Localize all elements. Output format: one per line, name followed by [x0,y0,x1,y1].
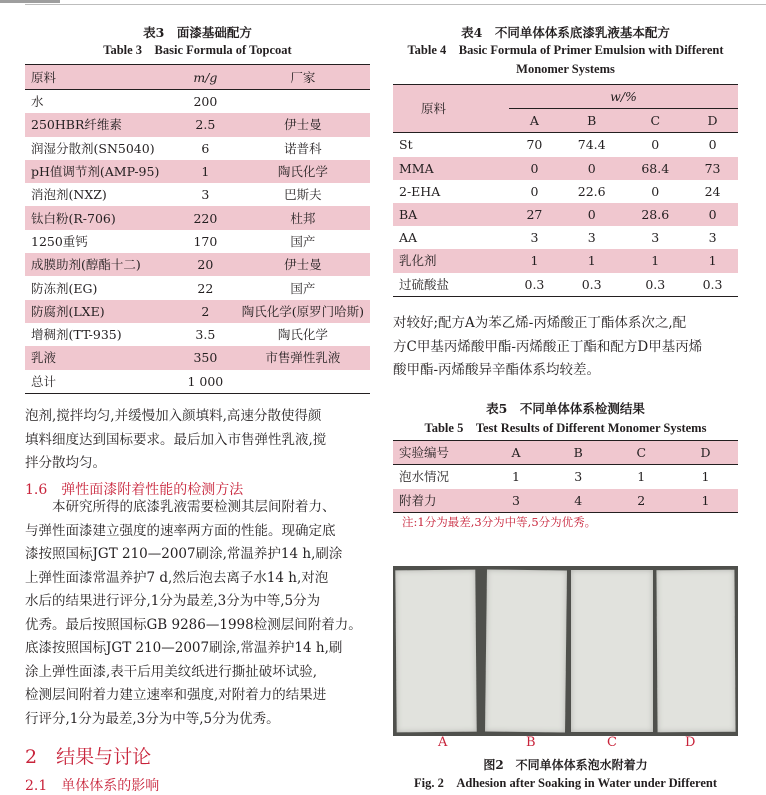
table4-cell: 1 [651,253,660,269]
table5-header-row [393,441,738,465]
table3-row [25,346,370,369]
table4-header-material: 原料 [421,101,447,117]
table3-cell: 水 [31,94,44,110]
table3-cell: 陶氏化学(原罗门哈斯) [241,303,364,319]
figure2-photo [393,566,738,736]
table3-row [25,137,370,160]
table3-cell: 1250重钙 [31,233,88,249]
table4-cell: MMA [399,160,434,176]
table4-caption-en-line2: Monomer Systems [516,62,615,76]
table4-cell: 24 [704,183,721,199]
table4-cell: 0.3 [645,276,666,292]
text-line: 上弹性面漆常温养护7 d,然后泡去离子水14 h,对泡 [25,569,329,586]
table4-cell: 22.6 [577,183,606,199]
table4-cell: St [399,137,413,153]
table3-cell: 3.5 [195,327,216,343]
figure2-caption-en: Fig. 2 Adhesion after Soaking in Water under Different [413,776,718,790]
table5-caption-en: Table 5 Test Results of Different Monomer Systems [424,421,707,435]
table5-row [393,465,738,489]
table4-row [393,273,738,297]
table3-cell: 总计 [31,373,57,389]
text-line: 方C甲基丙烯酸甲酯-丙烯酸正丁酯和配方D甲基丙烯 [393,338,703,355]
table3-cell: 市售弹性乳液 [265,350,341,366]
table4-cell: 0 [651,183,660,199]
section-heading-1-6: 1.6 弹性面漆附着性能的检测方法 [25,482,244,498]
table5-cell: 4 [574,492,583,508]
table4-row [393,203,738,226]
table3-row [25,323,370,346]
table3-cell: 杜邦 [290,210,316,226]
table3-cell: 22 [197,280,214,296]
table3-cell: 陶氏化学 [277,164,328,180]
table3-cell: 6 [201,140,210,156]
table3-cell: 防冻剂(EG) [31,280,98,296]
table4-cell: 乳化剂 [399,253,437,269]
table4-cell: 0 [530,160,539,176]
table3-cell: 巴斯夫 [284,187,322,203]
table4-cell: 2-EHA [399,183,441,199]
table5-cell: 2 [637,492,646,508]
table5-header-cell: A [511,445,521,461]
text-line: 行评分,1分为最差,3分为中等,5分为优秀。 [25,710,280,727]
table3-cell: pH值调节剂(AMP-95) [31,164,160,180]
table4-cell: 73 [704,160,721,176]
table5-header-cell: 实验编号 [399,445,450,461]
table4-column-header: A [529,113,539,129]
table3-cell: 200 [193,94,218,110]
sample-panel-b [485,570,567,733]
table4-cell: 3 [587,230,596,246]
table3-cell: 诺普科 [284,140,322,156]
table4-row [393,157,738,180]
table3-cell: 350 [193,350,218,366]
text-line: 检测层间附着力建立速率和强度,对附着力的结果进 [25,687,327,703]
table4-row [393,249,738,272]
page-header-rule [25,4,766,5]
table5-cell: 泡水情况 [399,469,450,485]
table3-header-cell: m/g [193,69,218,85]
table5-cell: 附着力 [399,492,437,508]
left-paragraph-main [25,496,375,731]
table5-row [393,489,738,513]
table4-column-header: C [650,113,661,129]
table3-cell: 成膜助剂(醇酯十二) [31,257,141,273]
table3-cell: 伊士曼 [284,257,322,273]
table5-cell: 1 [512,469,520,485]
table3-cell: 1 000 [187,373,224,389]
table3-cell: 钛白粉(R-706) [31,210,116,226]
text-line: 填料细度达到国标要求。最后加入市售弹性乳液,搅 [25,431,327,448]
text-line: 本研究所得的底漆乳液需要检测其层间附着力、 [25,499,336,515]
figure2-label-b: B [526,735,536,750]
table3-cell [236,90,370,114]
table5-cell: 3 [512,492,520,508]
table4-row [393,226,738,249]
table3-caption-en: Table 3 Basic Formula of Topcoat [103,43,292,57]
table5-caption-cn: 表5 不同单体体系检测结果 [486,401,645,416]
figure2-label-c: C [607,735,617,750]
table4-caption-cn: 表4 不同单体体系底漆乳液基本配方 [461,25,670,40]
table4-cell: 0 [587,207,596,223]
section-heading-2: 2 结果与讨论 [25,746,152,768]
table4-cell: 68.4 [641,160,670,176]
table4-cell: 74.4 [577,137,606,153]
figure2-caption-cn: 图2 不同单体体系泡水附着力 [483,758,648,772]
table4-header-unit: w/% [509,85,738,109]
table3 [25,64,370,394]
table3-row [25,230,370,253]
table3-header-cell: 厂家 [290,69,316,85]
table4-column-header: B [587,113,597,129]
table3-row [25,183,370,206]
page-header-strip [0,0,60,3]
table4-cell: 3 [708,230,717,246]
table5-note: 注:1分为最差,3分为中等,5分为优秀。 [402,515,597,529]
left-paragraph-top [25,405,375,476]
text-line: 与弹性面漆建立强度的速率两方面的性能。现确定底 [25,522,336,539]
table4-header-row [393,85,738,109]
table3-row [25,253,370,276]
sample-panel-a [395,570,476,733]
table4-cell: 0 [530,183,539,199]
table4-cell: 70 [526,137,543,153]
table5-cell: 1 [701,469,710,485]
table3-row [25,276,370,299]
table3-cell: 国产 [290,280,316,296]
table3-cell: 250HBR纤维素 [31,117,122,133]
table4-cell: 3 [530,230,539,246]
table3-caption-cn: 表3 面漆基础配方 [143,25,252,40]
table5-cell: 1 [701,492,710,508]
table3-row [25,113,370,136]
text-line: 水后的结果进行评分,1分为最差,3分为中等,5分为 [25,593,321,609]
table4-cell: 0 [651,137,660,153]
table4-cell: 27 [526,207,543,223]
table4 [393,84,738,297]
table3-cell: 2 [201,303,210,319]
table3-cell: 20 [197,257,214,273]
table4-cell: 过硫酸盐 [399,276,450,292]
table5-header-cell: D [700,445,711,461]
table3-cell: 国产 [290,233,316,249]
table4-cell: 0.3 [581,276,602,292]
table4-column-header: D [707,113,718,129]
text-line: 对较好;配方A为苯乙烯-丙烯酸正丁酯体系次之,配 [393,315,687,331]
sample-panel-c [571,570,653,732]
table4-row [393,180,738,203]
table4-cell: 1 [587,253,596,269]
text-line: 优秀。最后按照国标GB 9286—1998检测层间附着力。 [25,616,362,633]
table3-cell: 1 [201,164,210,180]
table3-cell: 2.5 [195,117,216,133]
sample-panel-d [656,570,735,733]
table4-cell: 0.3 [524,276,545,292]
table5-cell: 3 [574,469,583,485]
table5-header-cell: B [573,445,583,461]
table3-cell: 陶氏化学 [277,327,328,343]
table3-cell: 润湿分散剂(SN5040) [31,140,155,156]
table4-cell: 0 [587,160,596,176]
table5-header-cell: C [636,445,647,461]
text-line: 漆按照国标JGT 210—2007刷涂,常温养护14 h,刷涂 [25,546,343,562]
section-heading-2-1: 2.1 单体体系的影响 [25,778,160,794]
table3-cell [236,370,370,394]
table3-cell: 增稠剂(TT-935) [31,327,122,343]
table5 [393,440,738,513]
table3-row [25,206,370,229]
text-line: 酸甲酯-丙烯酸异辛酯体系均较差。 [393,362,601,378]
table3-cell: 伊士曼 [284,117,322,133]
text-line: 底漆按照国标JGT 210—2007刷涂,常温养护14 h,刷 [25,640,343,656]
table4-row [393,133,738,157]
table3-cell: 220 [193,210,218,226]
text-line: 泡剂,搅拌均匀,并缓慢加入颜填料,高速分散使得颜 [25,408,322,424]
figure2-label-a: A [438,735,448,750]
table4-cell: 1 [708,253,717,269]
table4-cell: 0 [708,137,717,153]
table4-cell: 1 [530,253,539,269]
text-line: 涂上弹性面漆,表干后用美纹纸进行撕扯破坏试验, [25,663,318,680]
table4-cell: BA [399,207,418,223]
table3-row [25,370,370,394]
table3-cell: 170 [193,233,218,249]
table4-cell: 0.3 [702,276,723,292]
text-line: 拌分散均匀。 [25,455,106,471]
figure2-label-d: D [685,735,696,750]
table3-row [25,160,370,183]
table4-cell: AA [399,230,418,246]
table4-cell: 28.6 [641,207,670,223]
table3-row [25,90,370,114]
table4-cell: 0 [708,207,717,223]
table5-cell: 1 [637,469,646,485]
table4-cell: 3 [651,230,660,246]
table3-cell: 消泡剂(NXZ) [31,187,107,203]
table3-cell: 防腐剂(LXE) [31,303,105,319]
right-paragraph [393,312,743,383]
table3-row [25,300,370,323]
table3-header-cell: 原料 [31,69,57,85]
table3-cell: 乳液 [31,350,57,366]
table3-header-row [25,65,370,90]
table4-caption-en-line1: Table 4 Basic Formula of Primer Emulsion with Different [407,43,724,57]
table3-cell: 3 [201,187,210,203]
